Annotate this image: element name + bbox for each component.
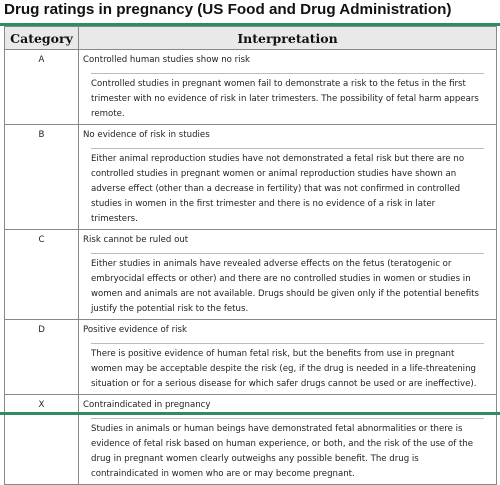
interpretation-heading: Controlled human studies show no risk <box>79 50 497 71</box>
table-row <box>5 50 497 71</box>
interpretation-heading: Risk cannot be ruled out <box>79 230 497 251</box>
category-cell: D <box>5 320 79 341</box>
table-row <box>5 415 497 485</box>
table-row <box>5 125 497 146</box>
table-header-row <box>5 27 497 50</box>
table-row <box>5 320 497 341</box>
category-column-header: Category <box>5 27 79 50</box>
table-row <box>5 145 497 230</box>
interpretation-description: Either studies in animals have revealed adverse effects on the fetus (teratogenic or embryocidal effects or other) and there are no controlled studies in women or studies in women and animals are not available. Drugs should be given only if the potential benefits justify the potential risk to the fetus. <box>91 253 484 317</box>
interpretation-description: There is positive evidence of human fetal risk, but the benefits from use in pregnant women may be acceptable despite the risk (eg, if the drug is needed in a life-threatening situation or for a serious disease for which safer drugs cannot be used or are ineffective). <box>91 343 484 392</box>
ratings-table <box>4 26 497 485</box>
category-cell: X <box>5 395 79 416</box>
page-title: Drug ratings in pregnancy (US Food and Drug Administration) <box>4 1 452 18</box>
category-cell: B <box>5 125 79 146</box>
interpretation-heading: No evidence of risk in studies <box>79 125 497 146</box>
interpretation-description: Either animal reproduction studies have not demonstrated a fetal risk but there are no controlled studies in pregnant women or animal reproduction studies have shown an adverse effect (other than a decrease in fertility) that was not confirmed in controlled studies in women in the first trimester and there is no evidence of a risk in later trimesters. <box>91 148 484 227</box>
interpretation-column-header: Interpretation <box>79 27 497 50</box>
interpretation-description: Studies in animals or human beings have demonstrated fetal abnormalities or there is evidence of fetal risk based on human experience, or both, and the risk of the use of the drug in pregnant women clearly outweighs any possible benefit. The drug is contraindicated in women who are or may become pregnant. <box>91 418 484 482</box>
table-row <box>5 70 497 125</box>
table-row <box>5 250 497 320</box>
interpretation-heading: Contraindicated in pregnancy <box>79 395 497 416</box>
interpretation-description: Controlled studies in pregnant women fail to demonstrate a risk to the fetus in the first trimester with no evidence of risk in later trimesters. The possibility of fetal harm appears remote. <box>91 73 484 122</box>
interpretation-heading: Positive evidence of risk <box>79 320 497 341</box>
category-cell: C <box>5 230 79 251</box>
table-row <box>5 230 497 251</box>
table-row <box>5 340 497 395</box>
bottom-divider <box>0 412 500 415</box>
category-cell: A <box>5 50 79 71</box>
